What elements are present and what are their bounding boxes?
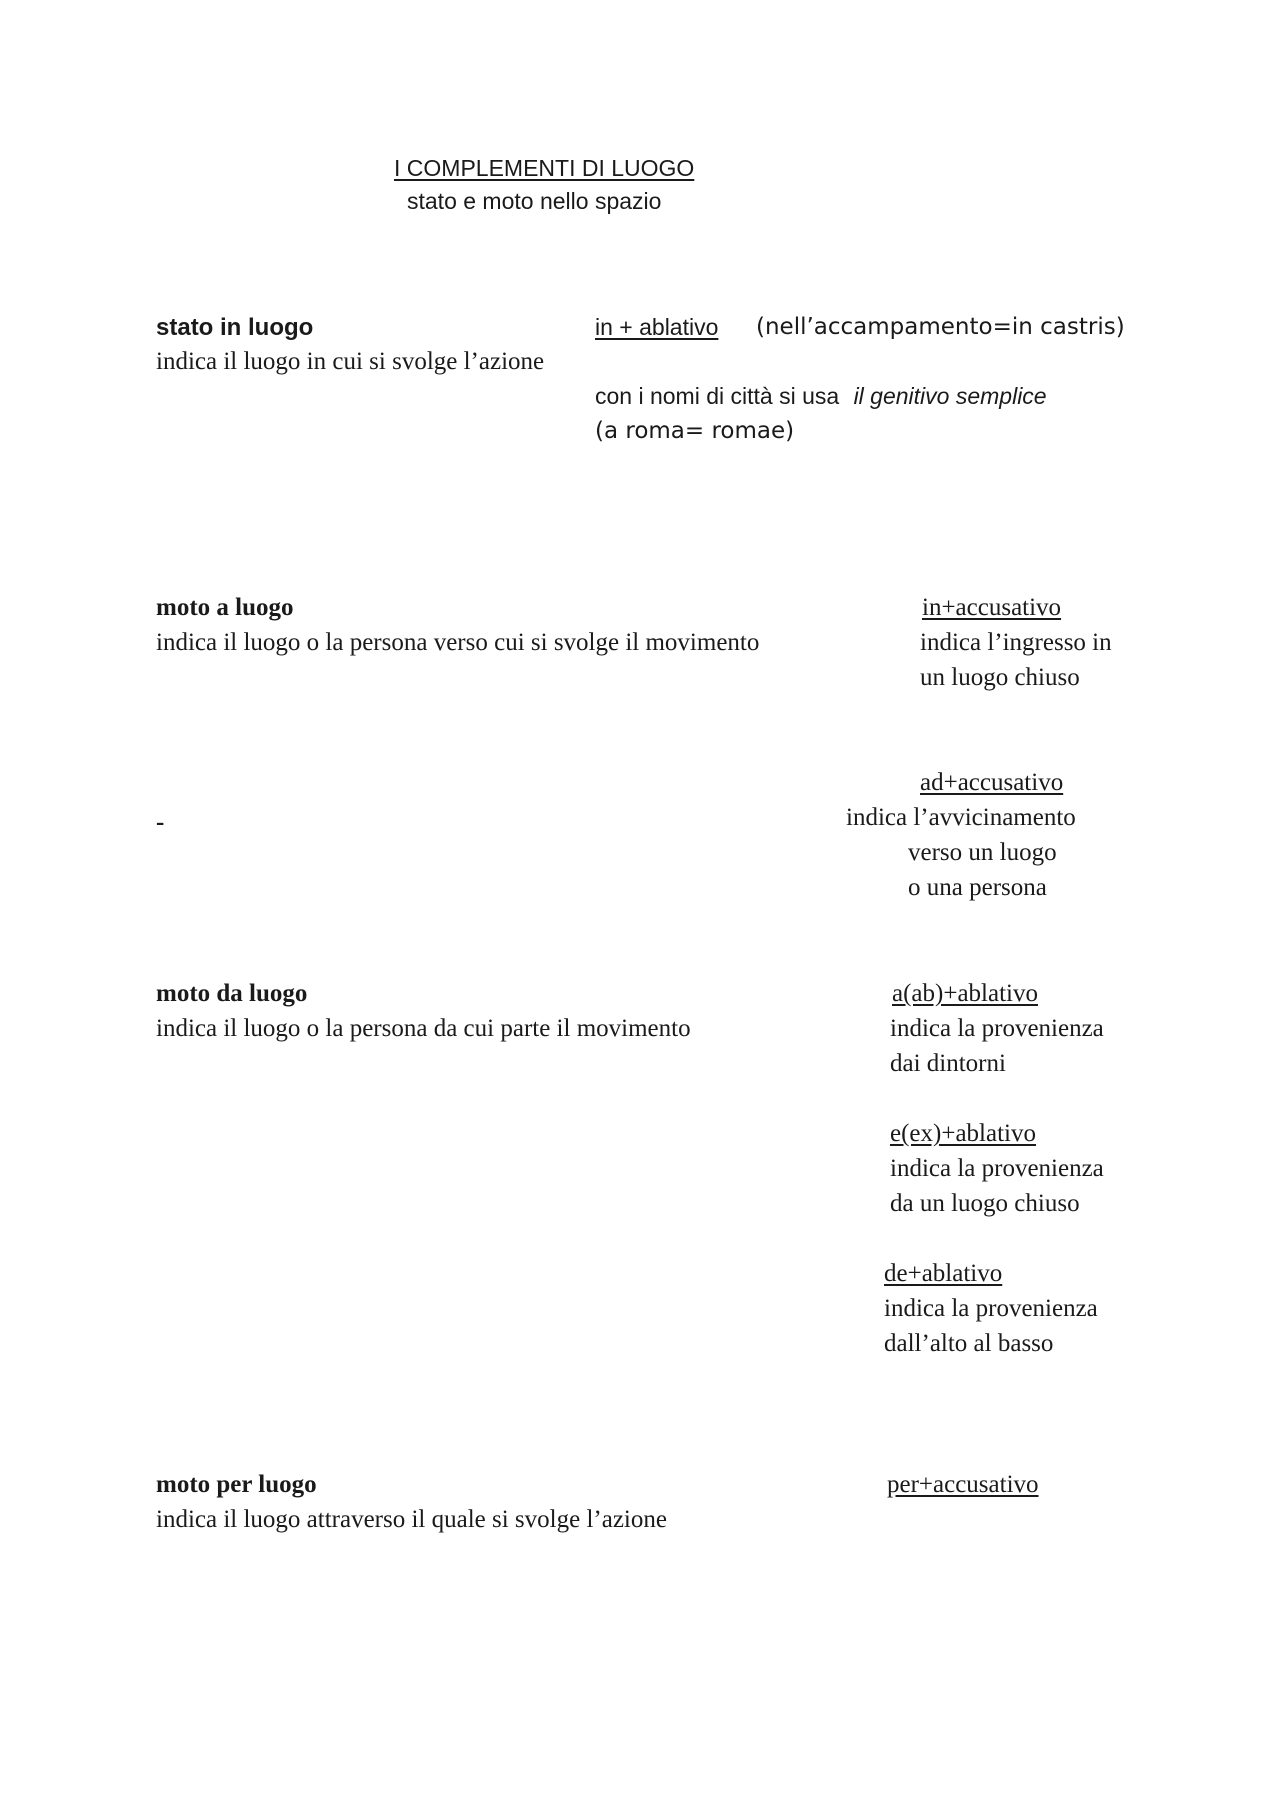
- city-note-italic: il genitivo semplice: [853, 383, 1047, 409]
- rule-label: de+ablativo: [884, 1260, 1003, 1287]
- rule-description-line: indica la provenienza: [890, 1155, 1104, 1182]
- section-description: indica il luogo in cui si svolge l’azione: [156, 348, 545, 375]
- rule-label: ad+accusativo: [920, 769, 1064, 796]
- city-example: (a roma= romae): [595, 418, 795, 444]
- city-note-plain: con i nomi di città si usa: [595, 383, 840, 409]
- rule-description-line: dai dintorni: [890, 1050, 1006, 1077]
- rule-description-line: verso un luogo: [908, 839, 1057, 866]
- section-heading: moto a luogo: [156, 594, 294, 621]
- page-title: I COMPLEMENTI DI LUOGO: [394, 155, 695, 181]
- rule-description-line: indica l’ingresso in: [920, 629, 1112, 656]
- rule-description-line: indica la provenienza: [890, 1015, 1104, 1042]
- rule-description-line: un luogo chiuso: [920, 664, 1080, 691]
- dash-marker: -: [156, 809, 165, 836]
- section-description: indica il luogo attraverso il quale si svolge l’azione: [156, 1506, 667, 1533]
- section-heading: moto per luogo: [156, 1471, 317, 1498]
- section-description: indica il luogo o la persona da cui parte il movimento: [156, 1015, 691, 1042]
- rule-label: per+accusativo: [887, 1471, 1039, 1498]
- page-subtitle: stato e moto nello spazio: [407, 188, 662, 214]
- rule-label: in + ablativo: [595, 314, 719, 340]
- example-text: (nell’accampamento=in castris): [756, 314, 1125, 340]
- section-heading: moto da luogo: [156, 980, 308, 1007]
- rule-label: a(ab)+ablativo: [892, 980, 1038, 1007]
- section-heading: stato in luogo: [156, 314, 314, 341]
- section-description: indica il luogo o la persona verso cui si svolge il movimento: [156, 629, 760, 656]
- rule-description-line: o una persona: [908, 874, 1047, 901]
- rule-description-line: indica la provenienza: [884, 1295, 1098, 1322]
- rule-label: e(ex)+ablativo: [890, 1120, 1036, 1147]
- rule-description-line: dall’alto al basso: [884, 1330, 1054, 1357]
- rule-label: in+accusativo: [922, 594, 1062, 621]
- rule-description-line: indica l’avvicinamento: [846, 804, 1076, 831]
- city-note: [595, 383, 1047, 410]
- rule-description-line: da un luogo chiuso: [890, 1190, 1080, 1217]
